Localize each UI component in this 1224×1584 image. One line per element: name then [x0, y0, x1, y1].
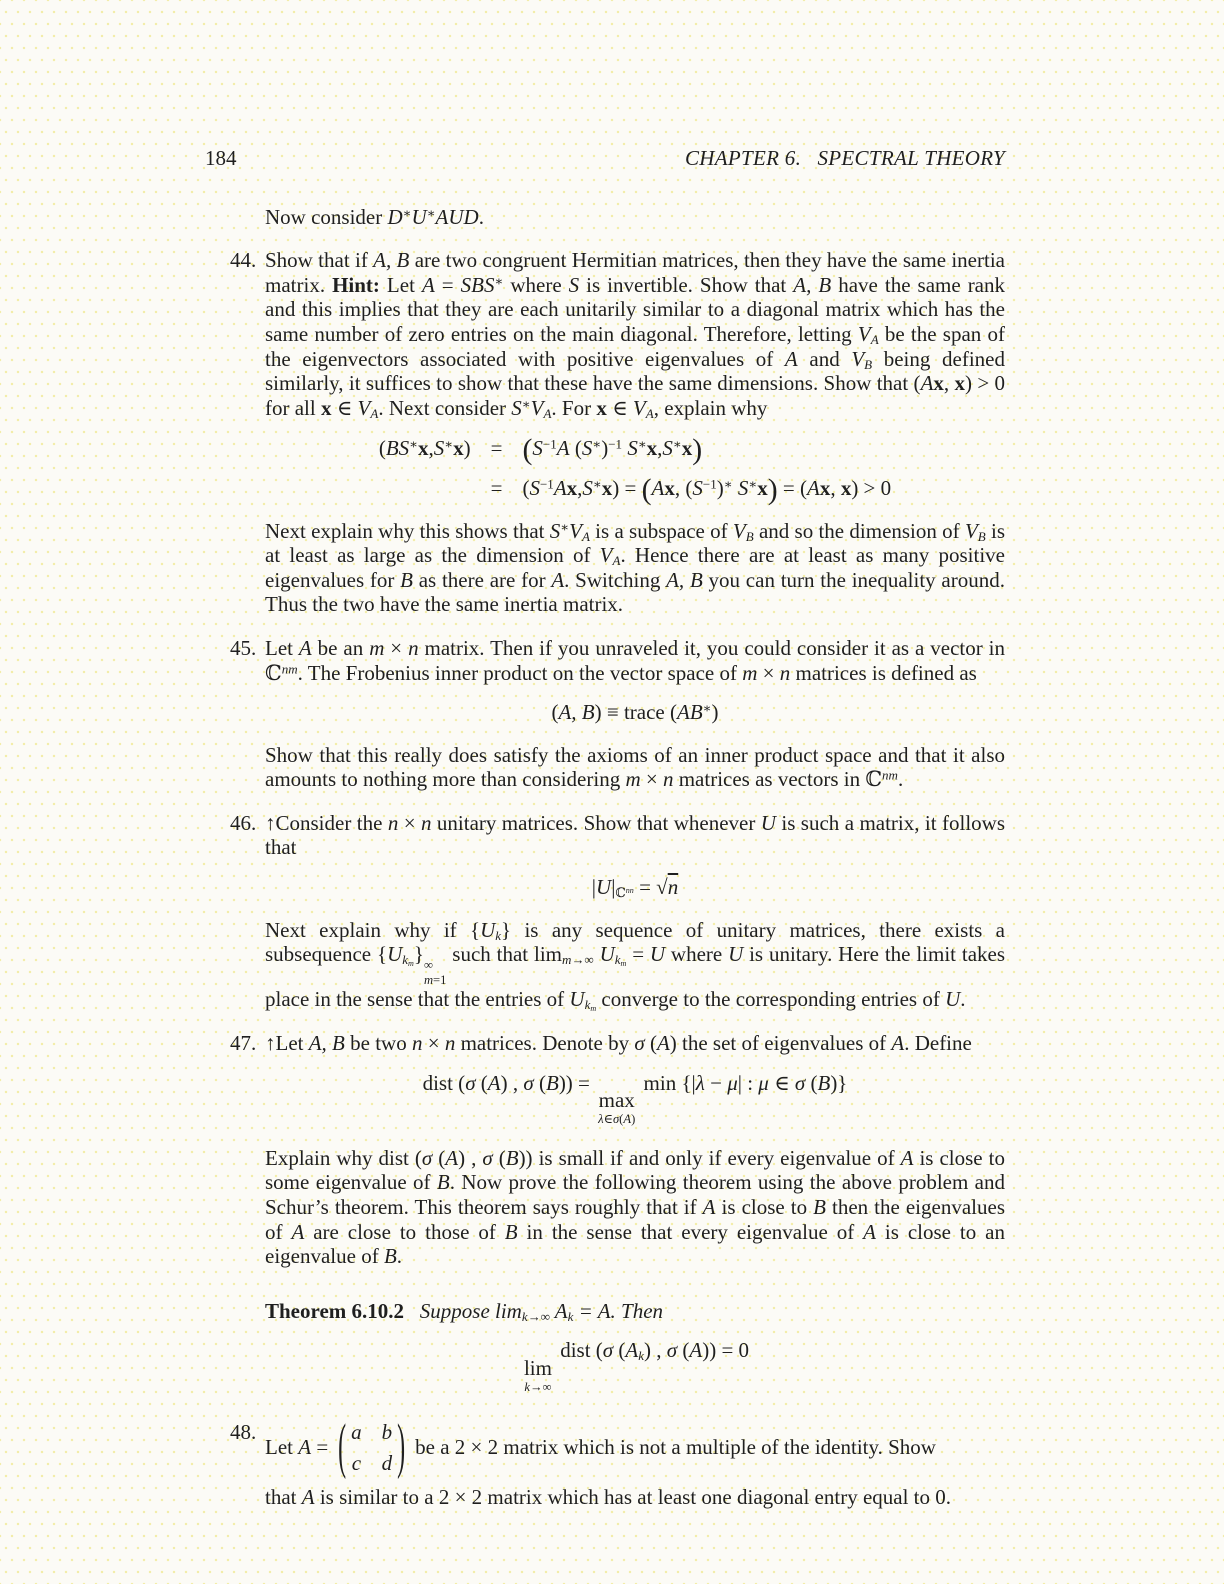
matrix-entry-d: d: [381, 1451, 393, 1476]
problem-47-number: 47.: [230, 1030, 257, 1055]
problem-46-body: ↑Consider the n × n unitary matrices. Show that whenever U is such a matrix, it follows that: [265, 810, 1006, 860]
theorem-6-10-2: [265, 1299, 1005, 1324]
matrix-entry-c: c: [351, 1451, 362, 1476]
problem-48: [205, 1414, 1005, 1510]
problem-46: [205, 811, 1005, 860]
problem-45: [205, 636, 1005, 685]
problem-46-number: 46.: [230, 810, 257, 835]
page-number: 184: [205, 146, 237, 170]
equation-44-rhs-2: $(S^{-1}Ax,S^∗x) = (Ax$, $(S^{-1})^∗$ S∗x) = (Ax, x) > 0: [522, 472, 892, 506]
problem-47-continued: Explain why dist (σ (A) , σ (B)) is small if and only if every eigenvalue of A is close to some eigenvalue of B. Now prove the following theorem using the above problem and Schur’s theorem. This theorem says roughly that if A is close to B then the eigenvalues of A are close to those of B in the sense that every eigenvalue of A is close to an eigenvalue of B.: [265, 1145, 1005, 1269]
chapter-title: CHAPTER 6. SPECTRAL THEORY: [684, 146, 1005, 170]
problem-44-continued: Next explain why this shows that $S^∗V_A$ is a subspace of $V_B$ and so the dimension of $V_B$ is at least as large as the dimension of $V_A$. Hence there are at least as many positive eigenvalues for B as there are for A. Switching A, B you can turn the inequality around. Thus the two have the same inertia matrix.: [265, 518, 1005, 617]
matrix-left-paren: (: [338, 1414, 347, 1481]
problem-47-body: ↑Let A, B be two n × n matrices. Denote by σ (A) the set of eigenvalues of A. Define: [265, 1030, 972, 1055]
page-content: [205, 146, 1005, 1509]
intro-line: Now consider D∗U∗AUD.: [265, 204, 484, 229]
matrix-right-paren: ): [397, 1414, 406, 1481]
theorem-equation: lim k→∞ dist (σ $(A_k)$ , σ (A)) = 0: [523, 1338, 750, 1395]
problem-44: [205, 248, 1005, 420]
page-header: [205, 146, 1005, 171]
equation-44: [265, 433, 1005, 506]
equation-47: dist (σ (A) , σ (B)) = max λ∈σ(A) min {|λ − μ| : μ ∈ σ (B)}: [422, 1070, 848, 1127]
problem-48-last-line: that A is similar to a 2 × 2 matrix which has at least one diagonal entry equal to 0.: [265, 1484, 952, 1509]
problem-45-body: Let A be an m × n matrix. Then if you unraveled it, you could consider it as a vector in ℂ$^{nm}$. The Frobenius inner product on the vector space of m × n matrices is defined as: [265, 635, 1006, 685]
problem-44-number: 44.: [230, 248, 257, 273]
problem-48-pre: Let A =: [265, 1435, 329, 1460]
problem-48-number: 48.: [230, 1419, 257, 1444]
equation-44-lhs: (BS∗x,S∗x): [378, 436, 471, 461]
problem-45-number: 45.: [230, 635, 257, 660]
matrix-entry-a: a: [351, 1419, 362, 1444]
problem-48-post: be a 2 × 2 matrix which is not a multiple of the identity. Show: [415, 1435, 936, 1460]
problem-44-body: Show that if A, B are two congruent Hermitian matrices, then they have the same inertia matrix. Hint: Let A = SBS∗ where S is invertible. Show that A, B have the same rank and this implies that they are each unitarily similar to a diagonal matrix which has the same number of zero entries on the main diagonal. Therefore, letting $V_A$ be the span of the eigenvectors associated with positive eigenvalues of A and $V_B$ being defined similarly, it suffices to show that these have the same dimensions. Show that (Ax, x) > 0 for all x ∈ $V_A$. Next consider $S^∗V_A$. For x ∈ $V_A$, explain why: [265, 248, 1006, 421]
problem-45-continued: Show that this really does satisfy the axioms of an inner product space and that it also amounts to nothing more than considering m × n matrices as vectors in ℂ$^{nm}$.: [265, 742, 1005, 792]
equation-44-rhs-1: ($S^{-1}A$ $(S^∗)^{-1}$ S∗x,S∗x): [522, 433, 703, 467]
theorem-statement: Suppose $\lim_{k\to\infty} A_k = A$. Then: [419, 1298, 664, 1324]
equation-46: $|U|_{ℂ^{nn}} = √n$: [591, 875, 679, 900]
problem-47: [205, 1031, 1005, 1056]
problem-46-continued: Next explain why if $\{U_k\}$ is any sequence of unitary matrices, there exists a subsequence $\{U_{k_m}\}$ ∞ m=1 such that $\lim_{m\to\infty} U_{k_m} = U$ where U is unitary. Here the limit takes place in the sense that the entries of $U_{k_m}$ converge to the corresponding entries of U.: [265, 917, 1006, 1013]
matrix-entry-b: b: [381, 1419, 393, 1444]
problem-48-lead: [265, 1414, 1005, 1481]
equation-44-rel-1: =: [490, 436, 503, 461]
theorem-label: Theorem 6.10.2: [265, 1298, 405, 1323]
matrix-2x2: [348, 1420, 395, 1476]
equation-45: (A, B) ≡ trace (AB∗): [551, 700, 719, 725]
equation-44-rel-2: =: [490, 475, 503, 500]
